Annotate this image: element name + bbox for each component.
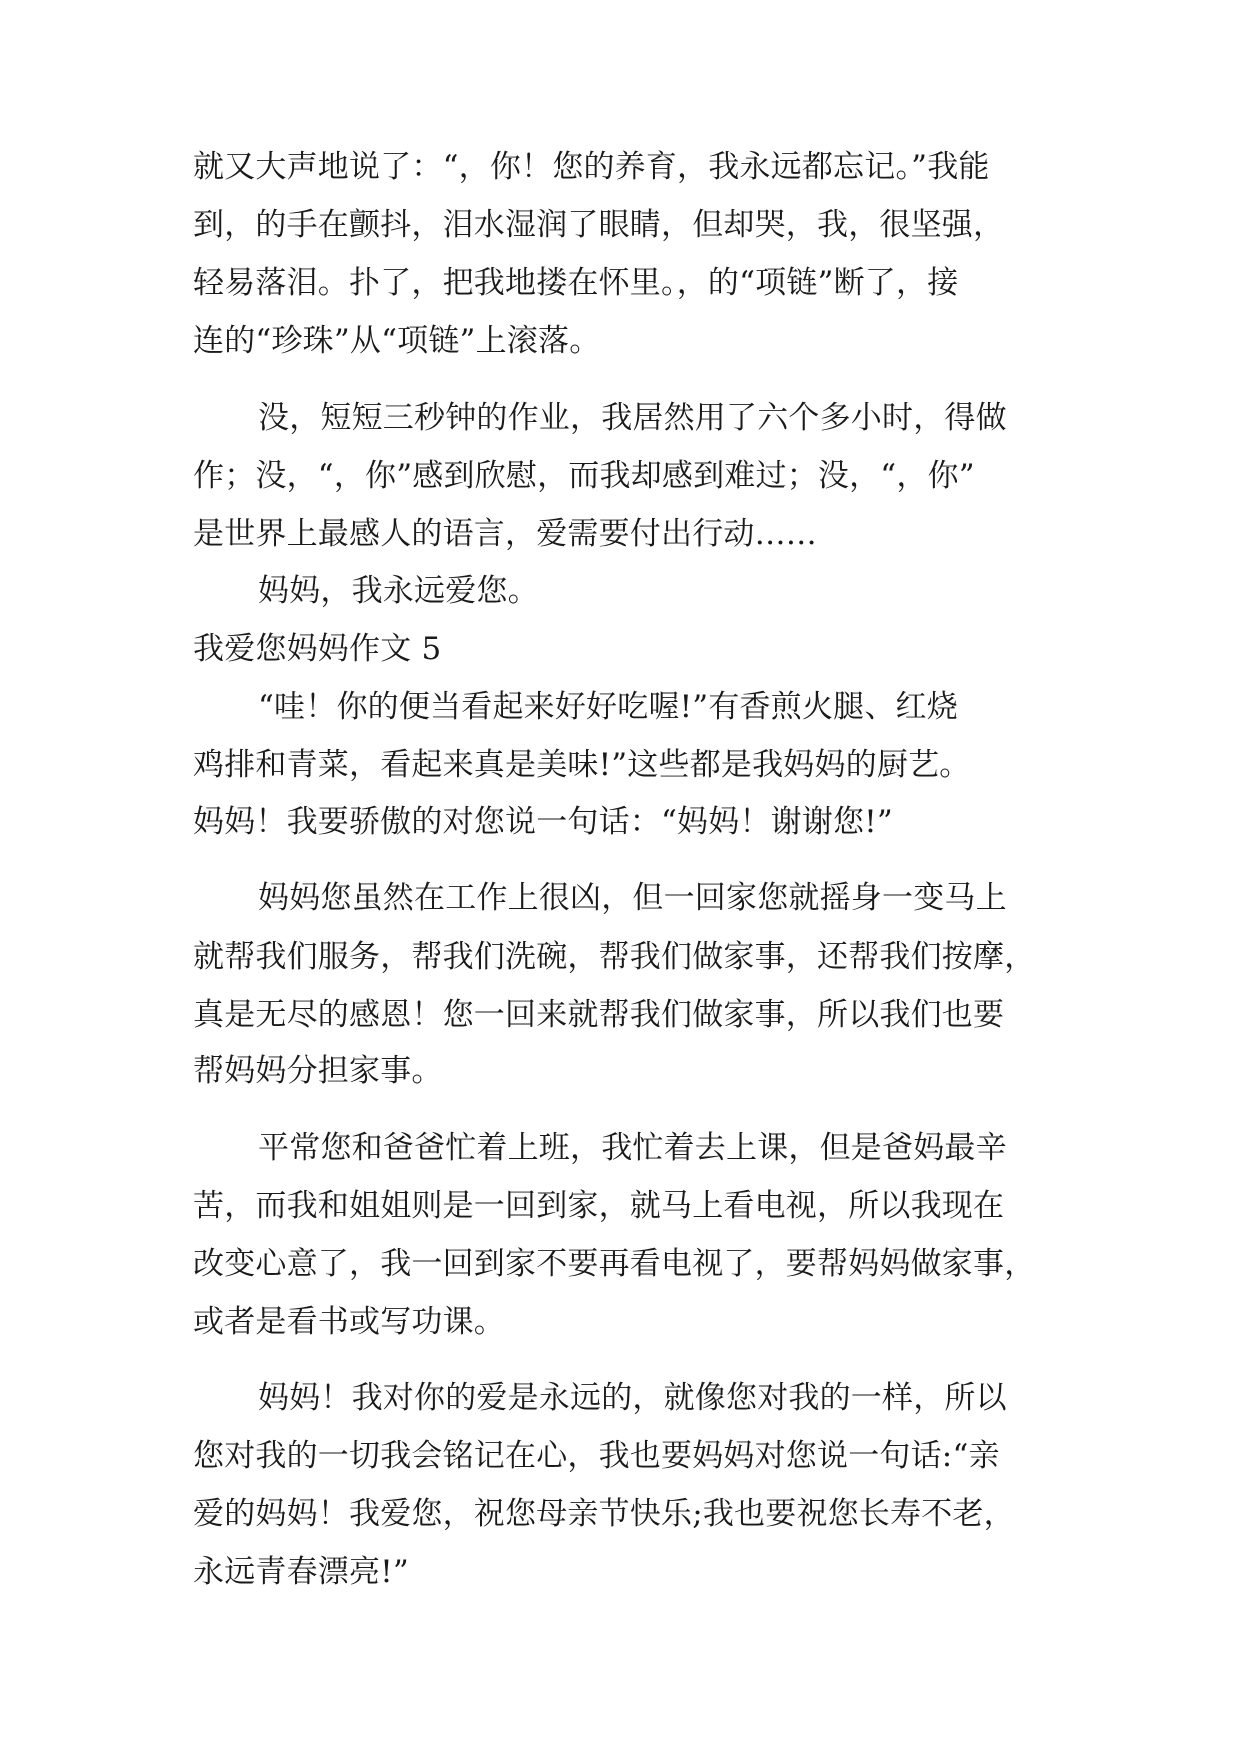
paragraph-line: 平常您和爸爸忙着上班，我忙着去上课，但是爸妈最辛 — [258, 1130, 1007, 1166]
paragraph-line: 您对我的一切我会铭记在心，我也要妈妈对您说一句话:“亲 — [193, 1438, 1000, 1474]
section-heading: 我爱您妈妈作文 5 — [193, 631, 442, 667]
paragraph-line: 妈妈，我永远爱您。 — [258, 573, 539, 609]
paragraph-line: 妈妈！我要骄傲的对您说一句话：“妈妈！谢谢您!” — [193, 804, 893, 840]
paragraph-line: 永远青春漂亮!” — [193, 1554, 409, 1590]
paragraph-line: 是世界上最感人的语言，爱需要付出行动…… — [193, 516, 817, 552]
paragraph-line: 连的“珍珠”从“项链”上滚落。 — [193, 323, 601, 359]
paragraph-line: 没，短短三秒钟的作业，我居然用了六个多小时，得做 — [258, 400, 1007, 436]
paragraph-line: 妈妈！我对你的爱是永远的，就像您对我的一样，所以 — [258, 1380, 1007, 1416]
paragraph-line: 鸡排和青菜，看起来真是美味!”这些都是我妈妈的厨艺。 — [193, 747, 971, 783]
paragraph-line: 作；没，“，你”感到欣慰，而我却感到难过；没，“，你” — [193, 458, 975, 494]
paragraph-line: 苦，而我和姐姐则是一回到家，就马上看电视，所以我现在 — [193, 1188, 1005, 1224]
paragraph-line: 妈妈您虽然在工作上很凶，但一回家您就摇身一变马上 — [258, 880, 1007, 916]
paragraph-line: 帮妈妈分担家事。 — [193, 1053, 443, 1089]
paragraph-line: 轻易落泪。扑了，把我地搂在怀里。，的“项链”断了，接 — [193, 265, 959, 301]
paragraph-line: 改变心意了，我一回到家不要再看电视了，要帮妈妈做家事， — [193, 1246, 1036, 1282]
paragraph-line: 爱的妈妈！我爱您，祝您母亲节快乐;我也要祝您长寿不老， — [193, 1496, 1015, 1532]
paragraph-line: 真是无尽的感恩！您一回来就帮我们做家事，所以我们也要 — [193, 997, 1005, 1033]
paragraph-line: “哇！你的便当看起来好好吃喔!”有香煎火腿、红烧 — [258, 689, 958, 725]
paragraph-line: 到，的手在颤抖，泪水湿润了眼睛，但却哭，我，很坚强， — [193, 207, 1005, 243]
paragraph-line: 就帮我们服务，帮我们洗碗，帮我们做家事，还帮我们按摩， — [193, 939, 1036, 975]
paragraph-line: 或者是看书或写功课。 — [193, 1304, 505, 1340]
paragraph-line: 就又大声地说了：“，你！您的养育，我永远都忘记。”我能 — [193, 149, 990, 185]
